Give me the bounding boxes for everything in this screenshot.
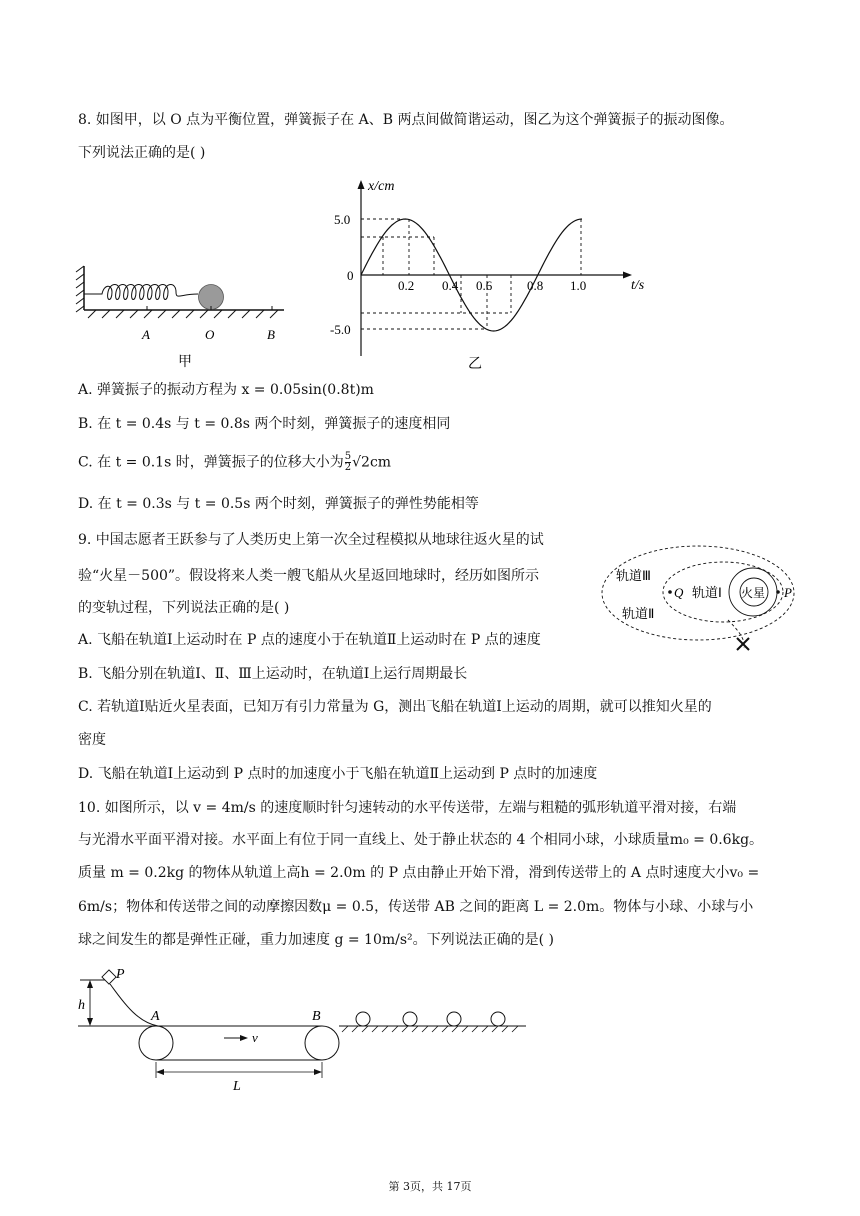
q8-option-B: B. 在 t = 0.4s 与 t = 0.8s 两个时刻，弹簧振子的速度相同 (78, 416, 451, 432)
q9-stem-line2: 验“火星－500”。假设将来人类一艘飞船从火星返回地球时，经历如图所示 (78, 568, 540, 584)
q10-conveyor-figure (74, 960, 534, 1092)
label-P: P (116, 967, 125, 982)
point-Q-label: Q (674, 585, 684, 600)
q8-figure-vibration-graph (328, 172, 648, 370)
q10-stem-line5: 球之间发生的都是弹性正碰，重力加速度 g = 10m/s²。下列说法正确的是( ) (78, 932, 555, 948)
label-v: v (252, 1030, 258, 1045)
q9-orbit-figure (598, 540, 800, 658)
q10-stem-line2: 与光滑水平面平滑对接。水平面上有位于同一直线上、处于静止状态的 4 个相同小球，小球质量m₀ = 0.6kg。 (78, 832, 764, 848)
fraction-denominator: 2 (344, 462, 352, 473)
q8-option-A: A. 弹簧振子的振动方程为 x = 0.05sin(0.8t)m (78, 382, 374, 398)
x-tick-0.2: 0.2 (398, 278, 415, 293)
x-tick-1.0: 1.0 (570, 278, 587, 293)
label-L: L (233, 1079, 241, 1092)
q8-option-C-unit: √2cm (352, 454, 392, 471)
label-h: h (78, 998, 85, 1013)
q9-stem-line3: 的变轨过程，下列说法正确的是( ) (78, 600, 290, 616)
orbit1-label: 轨道Ⅰ (692, 585, 722, 600)
point-P-label: P (784, 585, 792, 600)
q8-stem-line2: 下列说法正确的是( ) (78, 145, 206, 161)
x-tick-0.8: 0.8 (527, 278, 544, 293)
y-axis-label: x/cm (368, 179, 395, 194)
ball-4 (491, 1012, 505, 1026)
y-tick-neg5: -5.0 (330, 322, 351, 337)
ball-1 (356, 1012, 370, 1026)
orbit3-label: 轨道Ⅲ (616, 568, 651, 583)
q9-option-A: A. 飞船在轨道Ⅰ上运动时在 P 点的速度小于在轨道Ⅱ上运动时在 P 点的速度 (78, 632, 541, 648)
caption-jia: 甲 (178, 355, 192, 370)
x-tick-0.6: 0.6 (476, 278, 493, 293)
q9-option-B: B. 飞船分别在轨道Ⅰ、Ⅱ、Ⅲ上运动时，在轨道Ⅰ上运行周期最长 (78, 666, 468, 682)
q8-figure-spring-oscillator (72, 262, 292, 372)
page-footer: 第 3页，共 17页 (388, 1180, 472, 1193)
q10-stem-line3: 质量 m = 0.2kg 的物体从轨道上高h = 2.0m 的 P 点由静止开始下滑，滑到传送带上的 A 点时速度大小v₀ = (78, 865, 760, 881)
orbit2-label: 轨道Ⅱ (622, 606, 655, 621)
caption-yi: 乙 (468, 357, 482, 370)
label-B: B (312, 1009, 321, 1024)
y-tick-5: 5.0 (334, 212, 351, 227)
ball-2 (403, 1012, 417, 1026)
x-axis-label: t/s (631, 278, 645, 293)
label-A: A (142, 327, 150, 342)
q8-option-C (78, 452, 391, 473)
fraction-numerator: 5 (344, 451, 352, 462)
q10-stem-line1: 10. 如图所示，以 v = 4m/s 的速度顺时针匀速转动的水平传送带，左端与粗糙的弧形轨道平滑对接，右端 (78, 800, 737, 816)
q8-stem-line1: 8. 如图甲，以 O 点为平衡位置，弹簧振子在 A、B 两点间做简谐运动，图乙为这个弹簧振子的振动图像。 (78, 112, 734, 128)
fraction (345, 452, 351, 473)
q10-stem-line4: 6m/s；物体和传送带之间的动摩擦因数μ = 0.5，传送带 AB 之间的距离 L = 2.0m。物体与小球、小球与小 (78, 899, 754, 915)
label-A: A (151, 1009, 160, 1024)
ball-3 (447, 1012, 461, 1026)
q9-option-D: D. 飞船在轨道Ⅰ上运动到 P 点时的加速度小于飞船在轨道Ⅱ上运动到 P 点时的加速度 (78, 766, 598, 782)
label-B: B (267, 327, 275, 342)
q8-option-D: D. 在 t = 0.3s 与 t = 0.5s 两个时刻，弹簧振子的弹性势能相等 (78, 496, 479, 512)
mars-label: 火星 (741, 586, 766, 600)
q9-stem-line1: 9. 中国志愿者王跃参与了人类历史上第一次全过程模拟从地球往返火星的试 (78, 532, 544, 548)
q8-option-C-text: C. 在 t = 0.1s 时，弹簧振子的位移大小为 (78, 454, 344, 471)
label-O: O (205, 327, 215, 342)
x-tick-0.4: 0.4 (442, 278, 459, 293)
q9-option-C-line1: C. 若轨道Ⅰ贴近火星表面，已知万有引力常量为 G，测出飞船在轨道Ⅰ上运动的周期，就可以推知火星的 (78, 699, 712, 715)
q9-option-C-line2: 密度 (78, 732, 106, 748)
origin-label: 0 (347, 268, 354, 283)
